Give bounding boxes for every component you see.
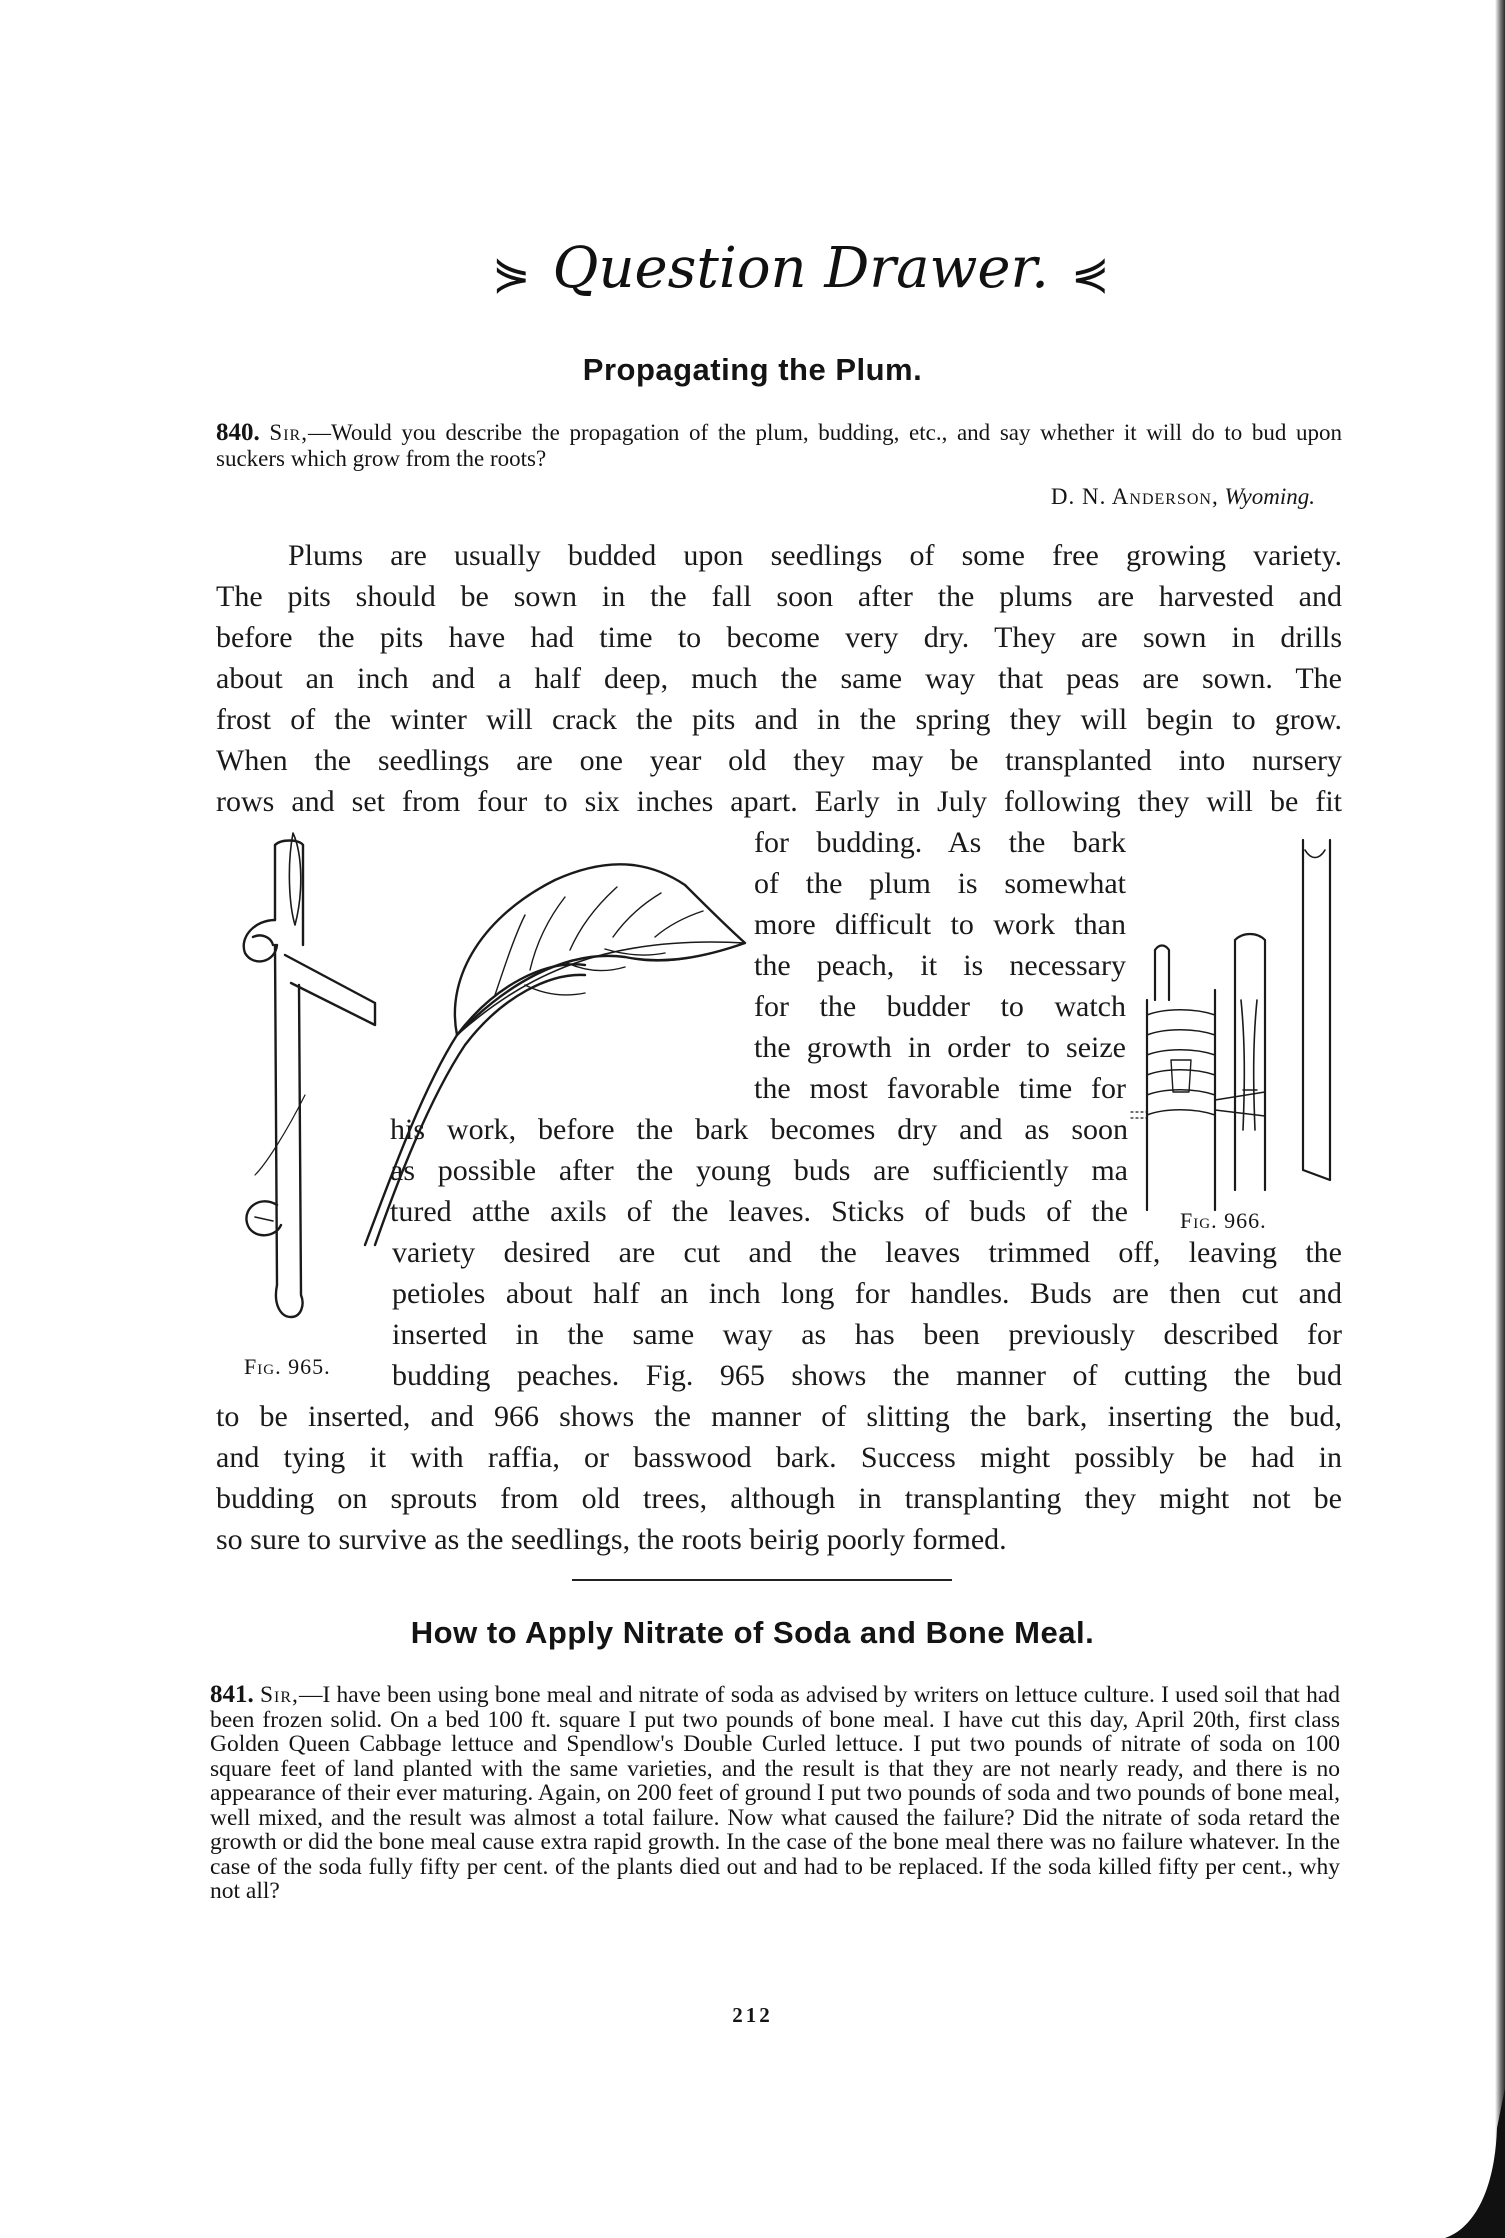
fig-965-caption: Fig. 965.: [244, 1354, 331, 1379]
query-text: —I have been using bone meal and nitrate of soda as advised by writers on lettuce culture. I used soil that had been frozen solid. On a bed 100 ft. square I put two pounds of bone meal. I have cut this day, April 20th, first class Golden Queen Cabbage lettuce and Spendlow's Double Curled lettuce. I put two pounds of nitrate of soda on 100 square feet of land planted with the same varieties, and the result is that they are not nearly ready, and there is no appearance of their ever maturing. Again, on 200 feet of ground I put two pounds of soda and two pounds of bone meal, well mixed, and the result was almost a total failure. Now what caused the failure? Did the nitrate of soda retard the growth or did the bone meal cause extra rapid growth. In the case of the bone meal there was no failure whatever. In the case of the soda fully fifty per cent. of the plants died out and had to be replaced. If the soda killed fifty per cent., why not all?: [210, 1682, 1340, 1904]
answer-line: variety desired are cut and the leaves trimmed off, leaving the: [392, 1236, 1342, 1269]
answer-line: The pits should be sown in the fall soon after the plums are harvested and: [216, 580, 1342, 613]
fig-966-caption: Fig. 966.: [1180, 1208, 1267, 1233]
fig-966-illustration: [1125, 830, 1355, 1210]
answer-line: for budding. As the bark: [754, 826, 1126, 859]
signature-name: D. N. Anderson,: [1050, 484, 1219, 509]
section-header: [470, 236, 1110, 316]
query-salutation: Sir,: [259, 1682, 299, 1708]
answer-line: When the seedlings are one year old they may be transplanted into nursery: [216, 744, 1342, 777]
query-signature: [1051, 484, 1315, 510]
query-text: —Would you describe the propagation of the plum, budding, etc., and say whether it will do to bud upon suckers which grow from the roots?: [216, 420, 1343, 471]
answer-line: tured atthe axils of the leaves. Sticks of buds of the: [390, 1195, 1128, 1228]
answer-line: budding peaches. Fig. 965 shows the manner of cutting the bud: [392, 1359, 1342, 1392]
query-number: 841.: [210, 1681, 254, 1708]
answer-line: about an inch and a half deep, much the same way that peas are sown. The: [216, 662, 1342, 695]
answer-line: the most favorable time for: [754, 1072, 1126, 1105]
answer-line: so sure to survive as the seedlings, the roots beirig poorly formed.: [216, 1523, 1007, 1556]
answer-line: his work, before the bark becomes dry and as soon: [390, 1113, 1128, 1146]
query-salutation: Sir,: [269, 420, 308, 445]
header-ornament-right: ⋞: [1070, 245, 1110, 300]
answer-line: of the plum is somewhat: [754, 867, 1126, 900]
page-curl-shadow: [1445, 2088, 1505, 2238]
article-title: Propagating the Plum.: [582, 352, 923, 387]
answer-line: budding on sprouts from old trees, although in transplanting they might not be: [216, 1482, 1342, 1515]
answer-line: the peach, it is necessary: [754, 949, 1126, 982]
page-number: 212: [732, 2003, 773, 2027]
binding-edge: [1495, 0, 1505, 2238]
article-title: How to Apply Nitrate of Soda and Bone Meal.: [410, 1615, 1095, 1650]
answer-line: for the budder to watch: [754, 990, 1126, 1023]
header-title: Question Drawer.: [552, 236, 1049, 301]
answer-line: inserted in the same way as has been previously described for: [392, 1318, 1342, 1351]
reader-query: [210, 1683, 1340, 1904]
answer-line: Plums are usually budded upon seedlings of some free growing variety.: [288, 539, 1342, 572]
section-divider: [572, 1579, 952, 1581]
answer-line: petioles about half an inch long for handles. Buds are then cut and: [392, 1277, 1342, 1310]
answer-line: frost of the winter will crack the pits and in the spring they will begin to grow.: [216, 703, 1342, 736]
answer-line: as possible after the young buds are sufficiently ma: [390, 1154, 1128, 1187]
answer-line: to be inserted, and 966 shows the manner of slitting the bark, inserting the bud,: [216, 1400, 1342, 1433]
header-ornament-left: ⋟: [492, 245, 531, 300]
answer-line: more difficult to work than: [754, 908, 1126, 941]
reader-query: [216, 420, 1342, 472]
query-number: 840.: [216, 419, 260, 446]
answer-line: the growth in order to seize: [754, 1031, 1126, 1064]
signature-place: Wyoming.: [1224, 484, 1315, 509]
answer-line: and tying it with raffia, or basswood bark. Success might possibly be had in: [216, 1441, 1342, 1474]
fig-965-illustration: [225, 825, 755, 1345]
answer-line: rows and set from four to six inches apart. Early in July following they will be fit: [216, 785, 1342, 818]
answer-line: before the pits have had time to become very dry. They are sown in drills: [216, 621, 1342, 654]
